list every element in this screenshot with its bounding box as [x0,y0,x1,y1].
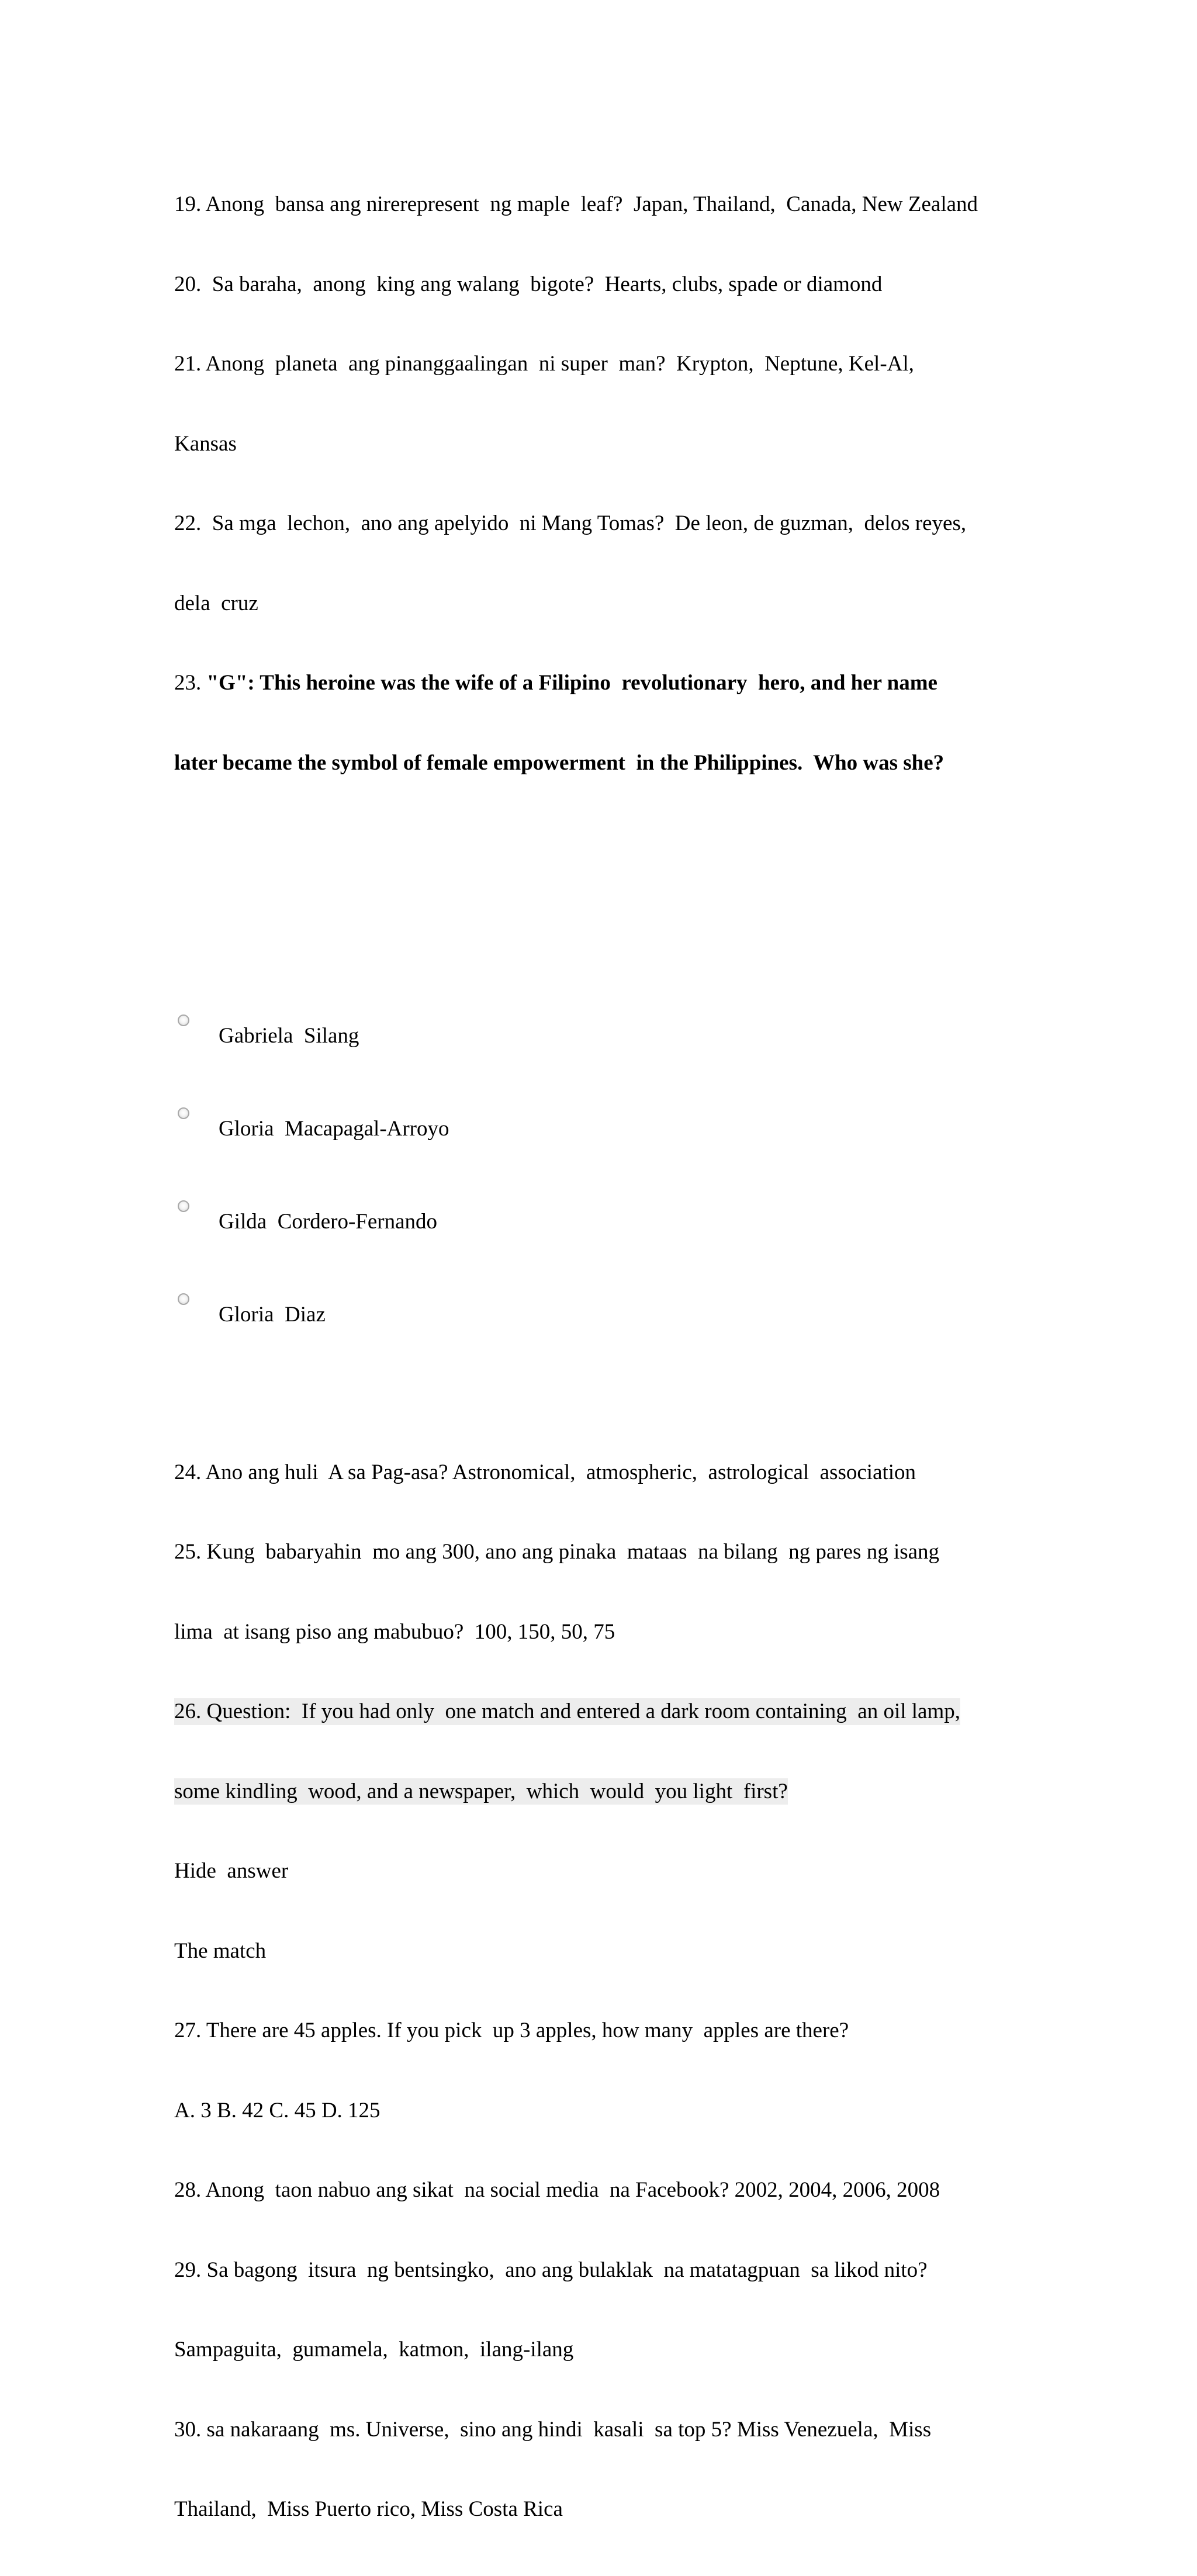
question-26-line-1: 26. Question: If you had only one match and entered a dark room containing an oil lamp, [174,1698,960,1725]
question-28: 28. Anong taon nabuo ang sikat na social media na Facebook? 2002, 2004, 2006, 2008 [174,2178,940,2202]
question-21-line-1: 21. Anong planeta ang pinanggaalingan ni super man? Krypton, Neptune, Kel-Al, [174,352,914,376]
question-23-line-1 [174,670,1022,697]
question-27-line-2: A. 3 B. 42 C. 45 D. 125 [174,2098,380,2123]
question-26-answer: The match [174,1938,267,1963]
option-gabriela-silang[interactable] [174,1017,1022,1057]
question-30-line-1: 30. sa nakaraang ms. Universe, sino ang hindi kasali sa top 5? Miss Venezuela, Miss [174,2417,932,2442]
option-gilda-cordero-fernando[interactable] [174,1203,1022,1242]
option-label: Gilda Cordero-Fernando [219,1210,438,1234]
radio-button-icon[interactable] [178,1200,189,1212]
option-gloria-diaz[interactable] [174,1296,1022,1326]
question-30-line-2: Thailand, Miss Puerto rico, Miss Costa Rica [174,2497,563,2521]
question-25-line-1: 25. Kung babaryahin mo ang 300, ano ang pinaka mataas na bilang ng pares ng isang [174,1540,940,1564]
question-23-line-2: later became the symbol of female empowerment in the Philippines. Who was she? [174,750,945,775]
question-22-line-1: 22. Sa mga lechon, ano ang apelyido ni Mang Tomas? De leon, de guzman, delos reyes, [174,511,967,535]
question-24: 24. Ano ang huli A sa Pag-asa? Astronomical, atmospheric, astrological association [174,1460,916,1484]
question-19: 19. Anong bansa ang nirerepresent ng maple leaf? Japan, Thailand, Canada, New Zealand [174,192,978,216]
option-label: Gabriela Silang [219,1024,359,1048]
radio-button-icon[interactable] [178,1015,189,1026]
question-21-line-2: Kansas [174,431,237,456]
question-22-line-2: dela cruz [174,591,258,615]
question-20: 20. Sa baraha, anong king ang walang bigote? Hearts, clubs, spade or diamond [174,272,883,296]
option-label: Gloria Diaz [219,1303,326,1327]
quiz-content [174,138,1022,2576]
option-gloria-macapagal-arroyo[interactable] [174,1110,1022,1149]
question-29-line-2: Sampaguita, gumamela, katmon, ilang-ilang [174,2338,574,2362]
option-label: Gloria Macapagal-Arroyo [219,1117,449,1141]
question-23-text-line-1: "G": This heroine was the wife of a Filipino revolutionary hero, and her name [206,671,937,695]
spacer [174,856,1022,884]
radio-button-icon[interactable] [178,1293,189,1305]
question-25-line-2: lima at isang piso ang mabubuo? 100, 150, 50, 75 [174,1619,615,1644]
question-26-line-2-wrap [174,1778,1022,1805]
question-26-line-2: some kindling wood, and a newspaper, which would you light first? [174,1778,788,1805]
question-29-line-1: 29. Sa bagong itsura ng bentsingko, ano ang bulaklak na matatagpuan sa likod nito? [174,2258,928,2282]
radio-button-icon[interactable] [178,1107,189,1119]
hide-answer-link[interactable]: Hide answer [174,1859,289,1883]
question-26-line-1-wrap [174,1698,1022,1725]
question-27-line-1: 27. There are 45 apples. If you pick up 3 apples, how many apples are there? [174,2018,849,2042]
question-23-options [174,964,1022,1379]
question-23-number: 23. [174,671,207,695]
